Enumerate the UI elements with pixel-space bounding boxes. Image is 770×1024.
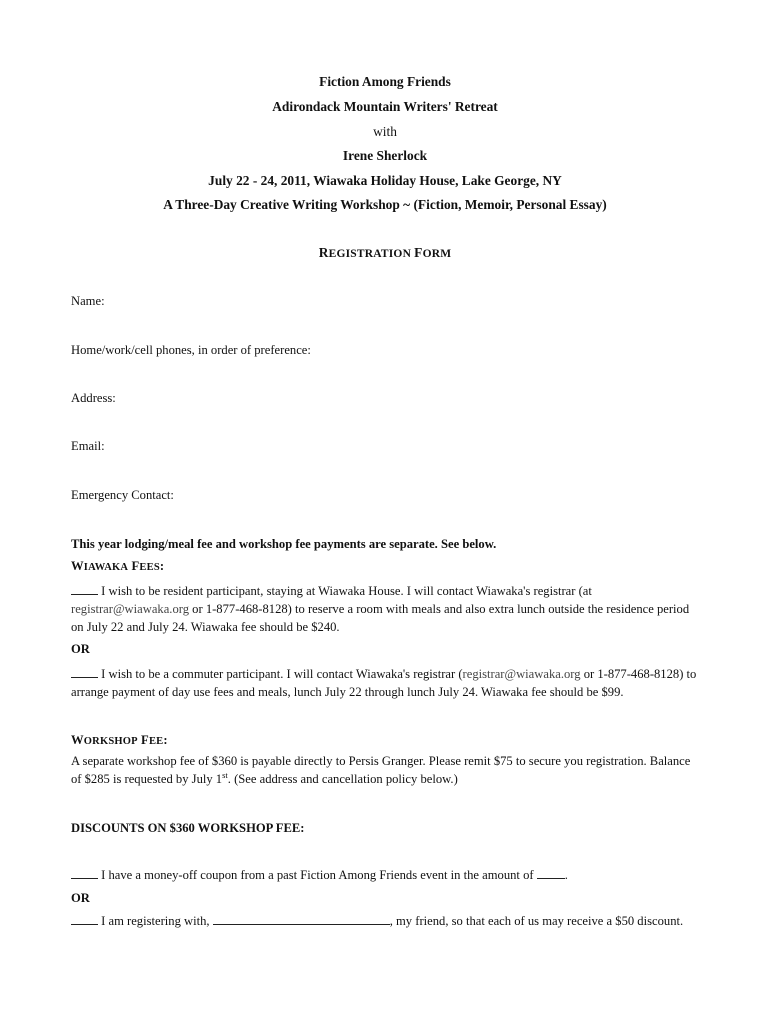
friend-checkbox-blank[interactable] [71,913,98,925]
payment-notice: This year lodging/meal fee and workshop fee payments are separate. See below. [71,537,497,551]
email-field-label: Email: [71,439,105,453]
emergency-contact-label: Emergency Contact: [71,488,174,502]
name-field-label: Name: [71,294,105,308]
event-description: A Three-Day Creative Writing Workshop ~ (Fiction, Memoir, Personal Essay) [163,197,607,212]
resident-checkbox-blank[interactable] [71,583,98,595]
instructor-name: Irene Sherlock [342,148,428,163]
friend-name-blank[interactable] [213,913,390,925]
coupon-option: I have a money-off coupon from a past Fiction Among Friends event in the amount of . [71,866,701,884]
coupon-checkbox-blank[interactable] [71,867,98,879]
event-title: Fiction Among Friends [319,74,451,89]
workshop-fee-text: A separate workshop fee of $360 is payable directly to Persis Granger. Please remit $75 to secure you registration. Balance of $285 is requested by July 1st. (See address and cancellation policy below.) [71,754,691,786]
wiawaka-fees-heading: WIAWAKA FEES: [71,559,165,573]
registrar-email-link-2[interactable]: registrar@wiawaka.org [462,667,581,681]
resident-option: I wish to be resident participant, staying at Wiawaka House. I will contact Wiawaka's registrar (at registrar@wiawaka.org or 1-877-468-8128) to reserve a room with meals and also extra lunch outside the residence period on July 22 and July 24. Wiawaka fee should be $240. [71,584,690,634]
event-date-location: July 22 - 24, 2011, Wiawaka Holiday House, Lake George, NY [208,173,562,188]
address-field-label: Address: [71,391,116,405]
workshop-fee-heading: WORKSHOP FEE: [71,733,168,747]
friend-option: I am registering with, , my friend, so that each of us may receive a $50 discount. [71,912,701,930]
commuter-option: I wish to be a commuter participant. I will contact Wiawaka's registrar (registrar@wiawaka.org or 1-877-468-8128) to arrange payment of day use fees and meals, lunch July 22 through lunch July 24. Wiawaka fee should be $99. [71,667,697,699]
with-text: with [373,124,397,139]
discounts-heading: DISCOUNTS ON $360 WORKSHOP FEE: [71,821,305,835]
or-separator-2: OR [71,891,90,905]
phones-field-label: Home/work/cell phones, in order of preference: [71,343,311,357]
event-subtitle: Adirondack Mountain Writers' Retreat [272,99,498,114]
or-separator-1: OR [71,642,90,656]
commuter-checkbox-blank[interactable] [71,666,98,678]
form-title: REGISTRATION FORM [318,245,452,260]
coupon-amount-blank[interactable] [537,867,565,879]
registrar-email-link[interactable]: registrar@wiawaka.org [71,602,190,616]
